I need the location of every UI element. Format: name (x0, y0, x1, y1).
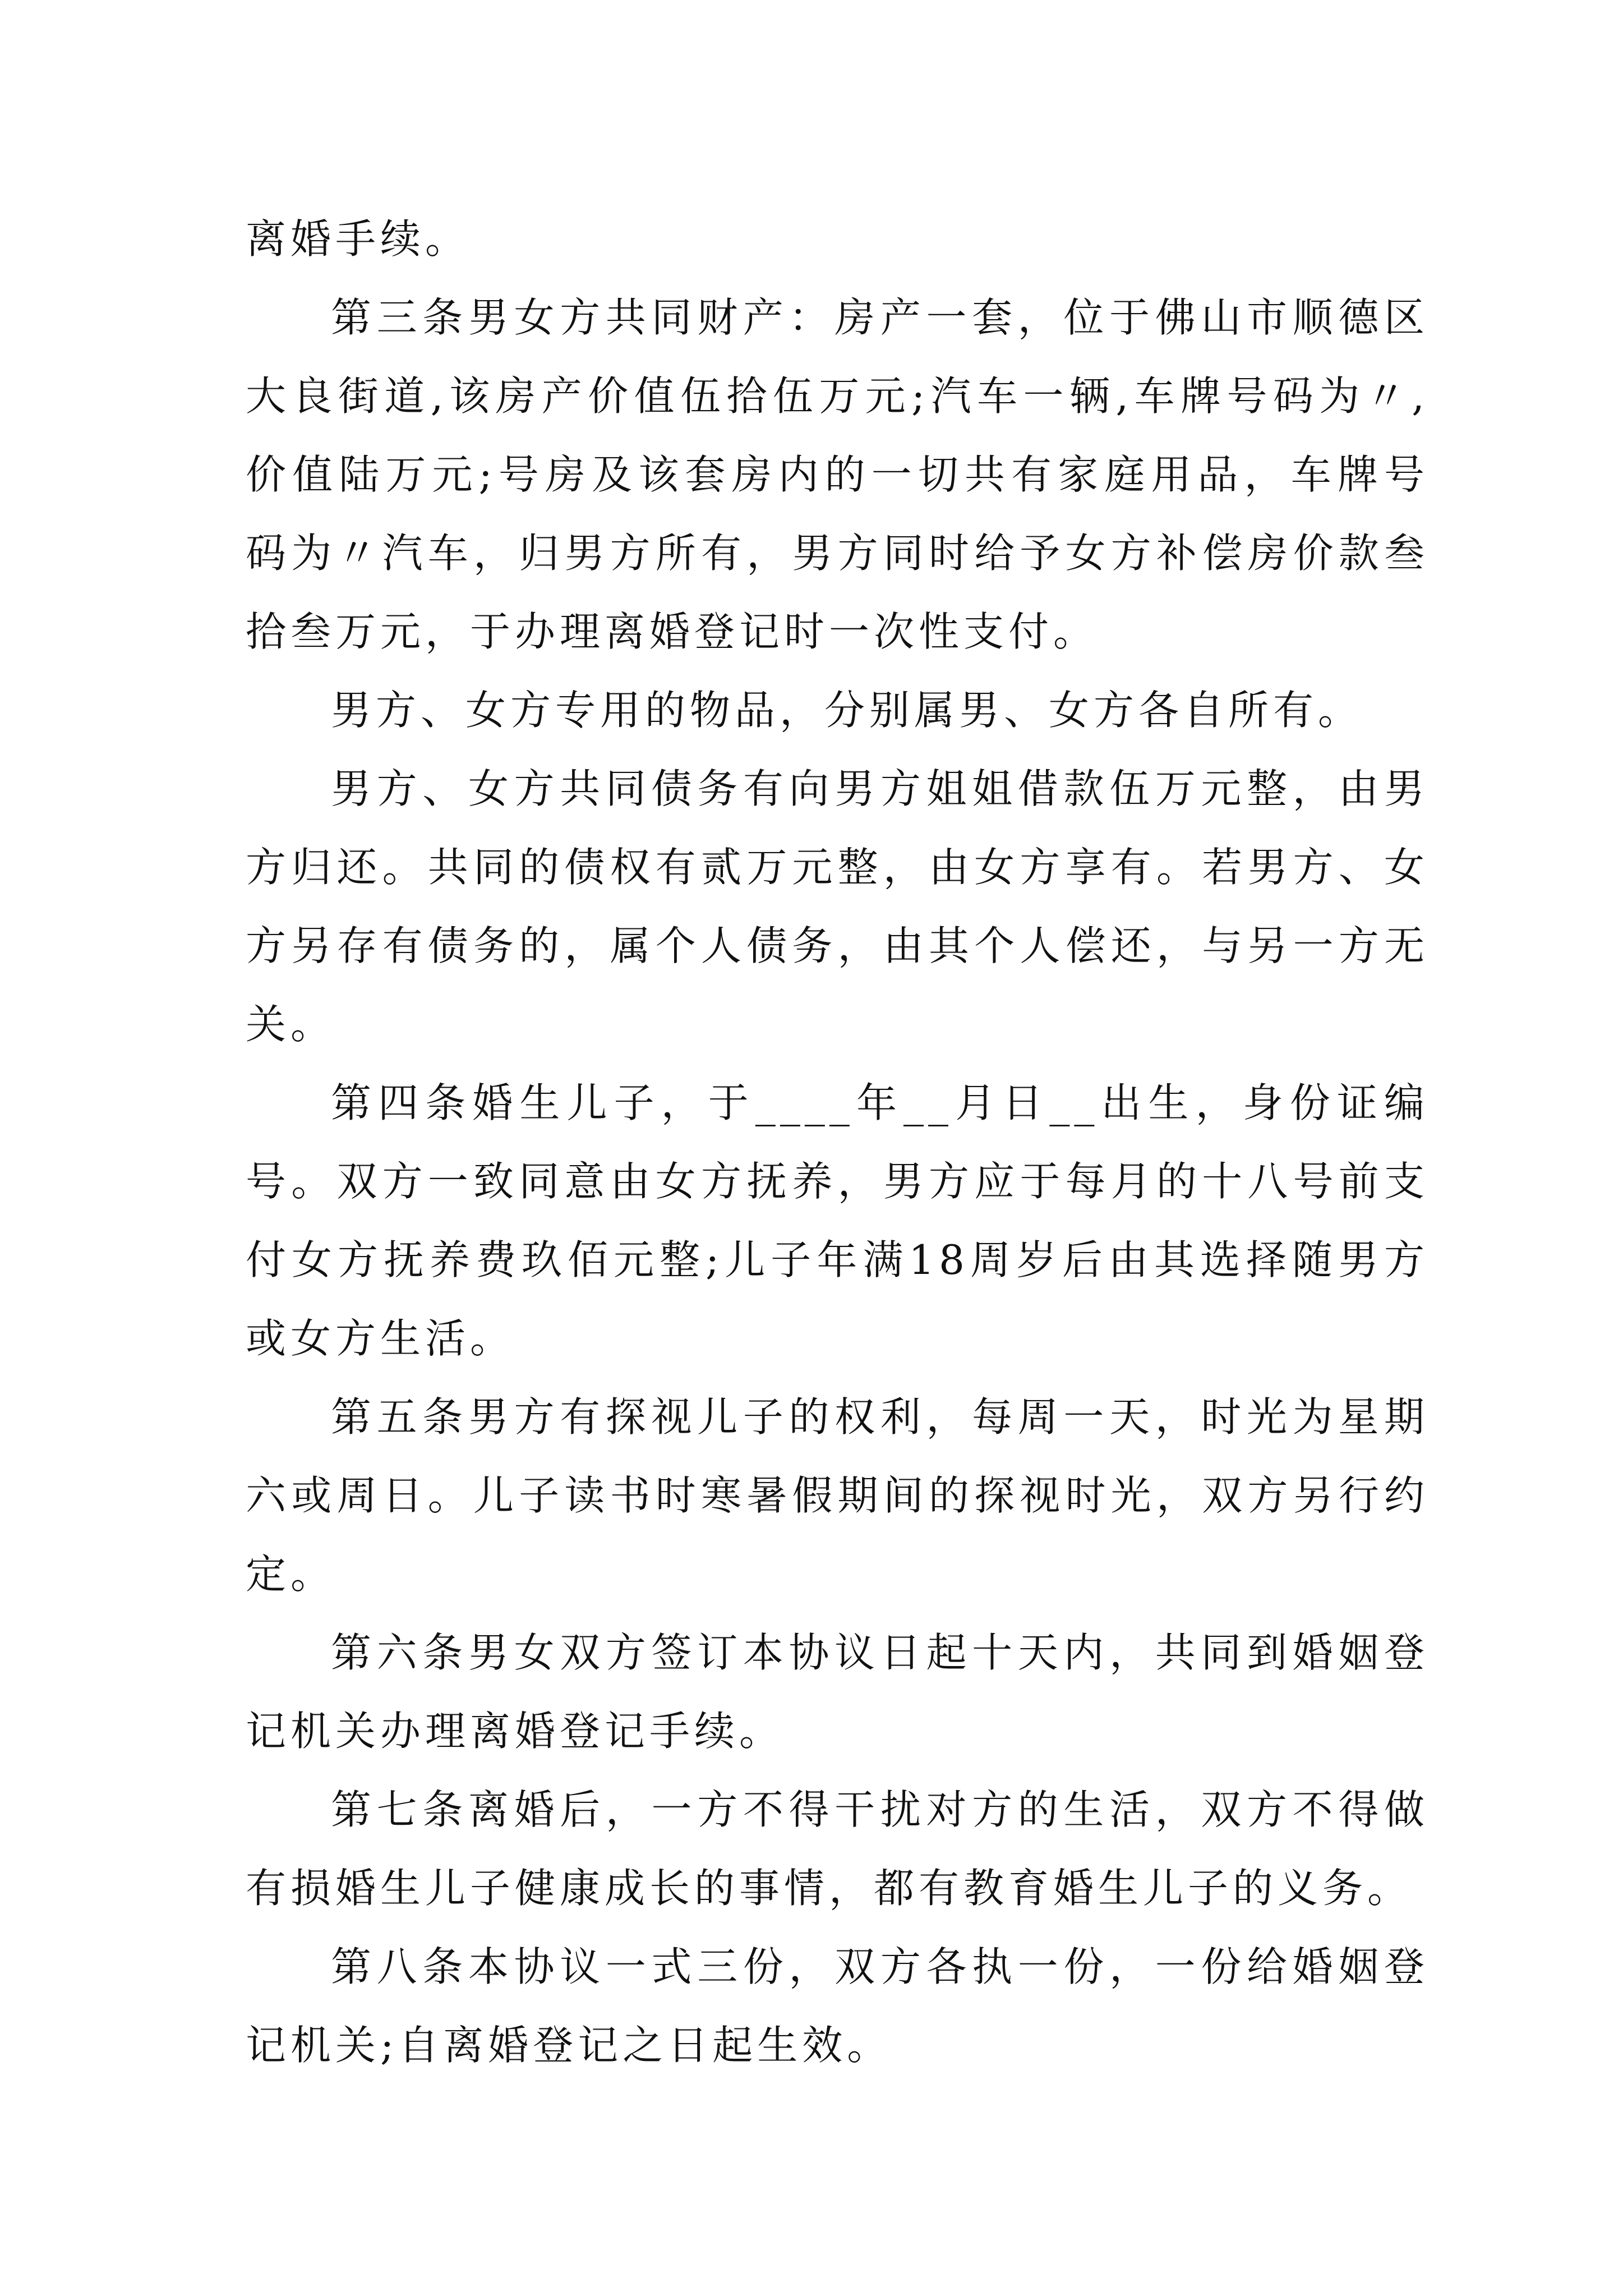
paragraph-article-6-registration: 第六条男女双方签订本协议日起十天内，共同到婚姻登记机关办理离婚登记手续。 (246, 1629, 1429, 1755)
paragraph-debts: 男方、女方共同债务有向男方姐姐借款伍万元整，由男方归还。共同的债权有贰万元整，由女方享有。若男方、女方另存有债务的，属个人债务，由其个人偿还，与另一方无关。 (246, 765, 1429, 1048)
agreement-body (246, 200, 1429, 2085)
paragraph-continuation: 离婚手续。 (246, 215, 471, 263)
paragraph-article-7-conduct: 第七条离婚后，一方不得干扰对方的生活，双方不得做有损婚生儿子健康成长的事情，都有教育婚生儿子的义务。 (246, 1786, 1429, 1912)
paragraph-article-4-custody: 第四条婚生儿子，于____年__月日__出生，身份证编号。双方一致同意由女方抚养，男方应于每月的十八号前支付女方抚养费玖佰元整;儿子年满18周岁后由其选择随男方或女方生活。 (246, 1079, 1429, 1362)
paragraph-article-5-visitation: 第五条男方有探视儿子的权利，每周一天，时光为星期六或周日。儿子读书时寒暑假期间的探视时光，双方另行约定。 (246, 1393, 1429, 1598)
paragraph-article-8-copies: 第八条本协议一式三份，双方各执一份，一份给婚姻登记机关;自离婚登记之日起生效。 (246, 1943, 1429, 2069)
paragraph-personal-items: 男方、女方专用的物品，分别属男、女方各自所有。 (331, 687, 1363, 734)
paragraph-article-3-property: 第三条男女方共同财产：房产一套，位于佛山市顺德区大良街道,该房产价值伍拾伍万元;汽车一辆,车牌号码为〃,价值陆万元;号房及该套房内的一切共有家庭用品，车牌号码为〃汽车，归男方所有，男方同时给予女方补偿房价款叁拾叁万元，于办理离婚登记时一次性支付。 (246, 294, 1429, 655)
